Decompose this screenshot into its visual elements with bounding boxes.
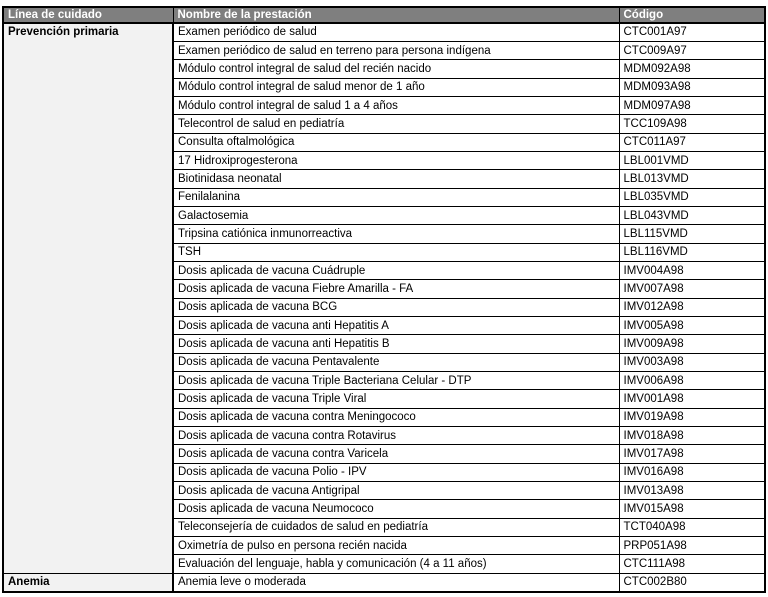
care-line-cell: Anemia [3,573,173,592]
prestacion-cell: TSH [173,243,619,261]
prestacion-cell: Examen periódico de salud en terreno para persona indígena [173,41,619,59]
prestacion-cell: Dosis aplicada de vacuna anti Hepatitis B [173,335,619,353]
codigo-cell: LBL035VMD [619,188,765,206]
codigo-cell: IMV017A98 [619,445,765,463]
prestacion-cell: Fenilalanina [173,188,619,206]
prestacion-cell: Dosis aplicada de vacuna Triple Bacteriana Celular - DTP [173,372,619,390]
prestacion-cell: Dosis aplicada de vacuna anti Hepatitis A [173,317,619,335]
prestaciones-table [2,6,766,593]
prestacion-cell: Anemia leve o moderada [173,573,619,592]
column-header-linea-de-cuidado: Línea de cuidado [3,7,173,23]
codigo-cell: TCT040A98 [619,518,765,536]
prestacion-cell: Dosis aplicada de vacuna Pentavalente [173,353,619,371]
codigo-cell: TCC109A98 [619,115,765,133]
codigo-cell: IMV005A98 [619,317,765,335]
prestacion-cell: Tripsina catiónica inmunorreactiva [173,225,619,243]
codigo-cell: IMV019A98 [619,408,765,426]
codigo-cell: IMV006A98 [619,372,765,390]
codigo-cell: IMV015A98 [619,500,765,518]
prestacion-cell: Módulo control integral de salud del recién nacido [173,60,619,78]
prestacion-cell: Biotinidasa neonatal [173,170,619,188]
codigo-cell: LBL116VMD [619,243,765,261]
codigo-cell: MDM097A98 [619,96,765,114]
codigo-cell: LBL001VMD [619,151,765,169]
codigo-cell: IMV003A98 [619,353,765,371]
codigo-cell: LBL115VMD [619,225,765,243]
prestacion-cell: Evaluación del lenguaje, habla y comunicación (4 a 11 años) [173,555,619,573]
table-body [3,23,765,592]
codigo-cell: CTC001A97 [619,23,765,41]
prestacion-cell: Consulta oftalmológica [173,133,619,151]
prestacion-cell: Dosis aplicada de vacuna Fiebre Amarilla - FA [173,280,619,298]
table-row [3,573,765,592]
codigo-cell: IMV009A98 [619,335,765,353]
codigo-cell: MDM092A98 [619,60,765,78]
prestacion-cell: Teleconsejería de cuidados de salud en pediatría [173,518,619,536]
prestacion-cell: Módulo control integral de salud 1 a 4 años [173,96,619,114]
codigo-cell: IMV001A98 [619,390,765,408]
prestacion-cell: Dosis aplicada de vacuna Polio - IPV [173,463,619,481]
column-header-codigo: Código [619,7,765,23]
codigo-cell: LBL043VMD [619,206,765,224]
prestacion-cell: Telecontrol de salud en pediatría [173,115,619,133]
prestacion-cell: Dosis aplicada de vacuna contra Rotavirus [173,427,619,445]
table-header [3,7,765,23]
codigo-cell: CTC009A97 [619,41,765,59]
prestacion-cell: Dosis aplicada de vacuna BCG [173,298,619,316]
codigo-cell: CTC011A97 [619,133,765,151]
prestacion-cell: Dosis aplicada de vacuna contra Meningococo [173,408,619,426]
codigo-cell: IMV007A98 [619,280,765,298]
prestacion-cell: Dosis aplicada de vacuna Cuádruple [173,261,619,279]
prestacion-cell: Dosis aplicada de vacuna Antigripal [173,482,619,500]
codigo-cell: IMV013A98 [619,482,765,500]
codigo-cell: CTC111A98 [619,555,765,573]
table-row [3,23,765,41]
codigo-cell: LBL013VMD [619,170,765,188]
codigo-cell: IMV012A98 [619,298,765,316]
prestacion-cell: 17 Hidroxiprogesterona [173,151,619,169]
codigo-cell: PRP051A98 [619,537,765,555]
prestacion-cell: Dosis aplicada de vacuna Triple Viral [173,390,619,408]
prestacion-cell: Dosis aplicada de vacuna contra Varicela [173,445,619,463]
prestacion-cell: Módulo control integral de salud menor de 1 año [173,78,619,96]
prestacion-cell: Galactosemia [173,206,619,224]
codigo-cell: CTC002B80 [619,573,765,592]
prestacion-cell: Examen periódico de salud [173,23,619,41]
prestacion-cell: Dosis aplicada de vacuna Neumococo [173,500,619,518]
codigo-cell: IMV018A98 [619,427,765,445]
header-row [3,7,765,23]
care-line-cell: Prevención primaria [3,23,173,573]
prestacion-cell: Oximetría de pulso en persona recién nacida [173,537,619,555]
codigo-cell: IMV016A98 [619,463,765,481]
codigo-cell: MDM093A98 [619,78,765,96]
column-header-nombre-de-la-prestacion: Nombre de la prestación [173,7,619,23]
codigo-cell: IMV004A98 [619,261,765,279]
